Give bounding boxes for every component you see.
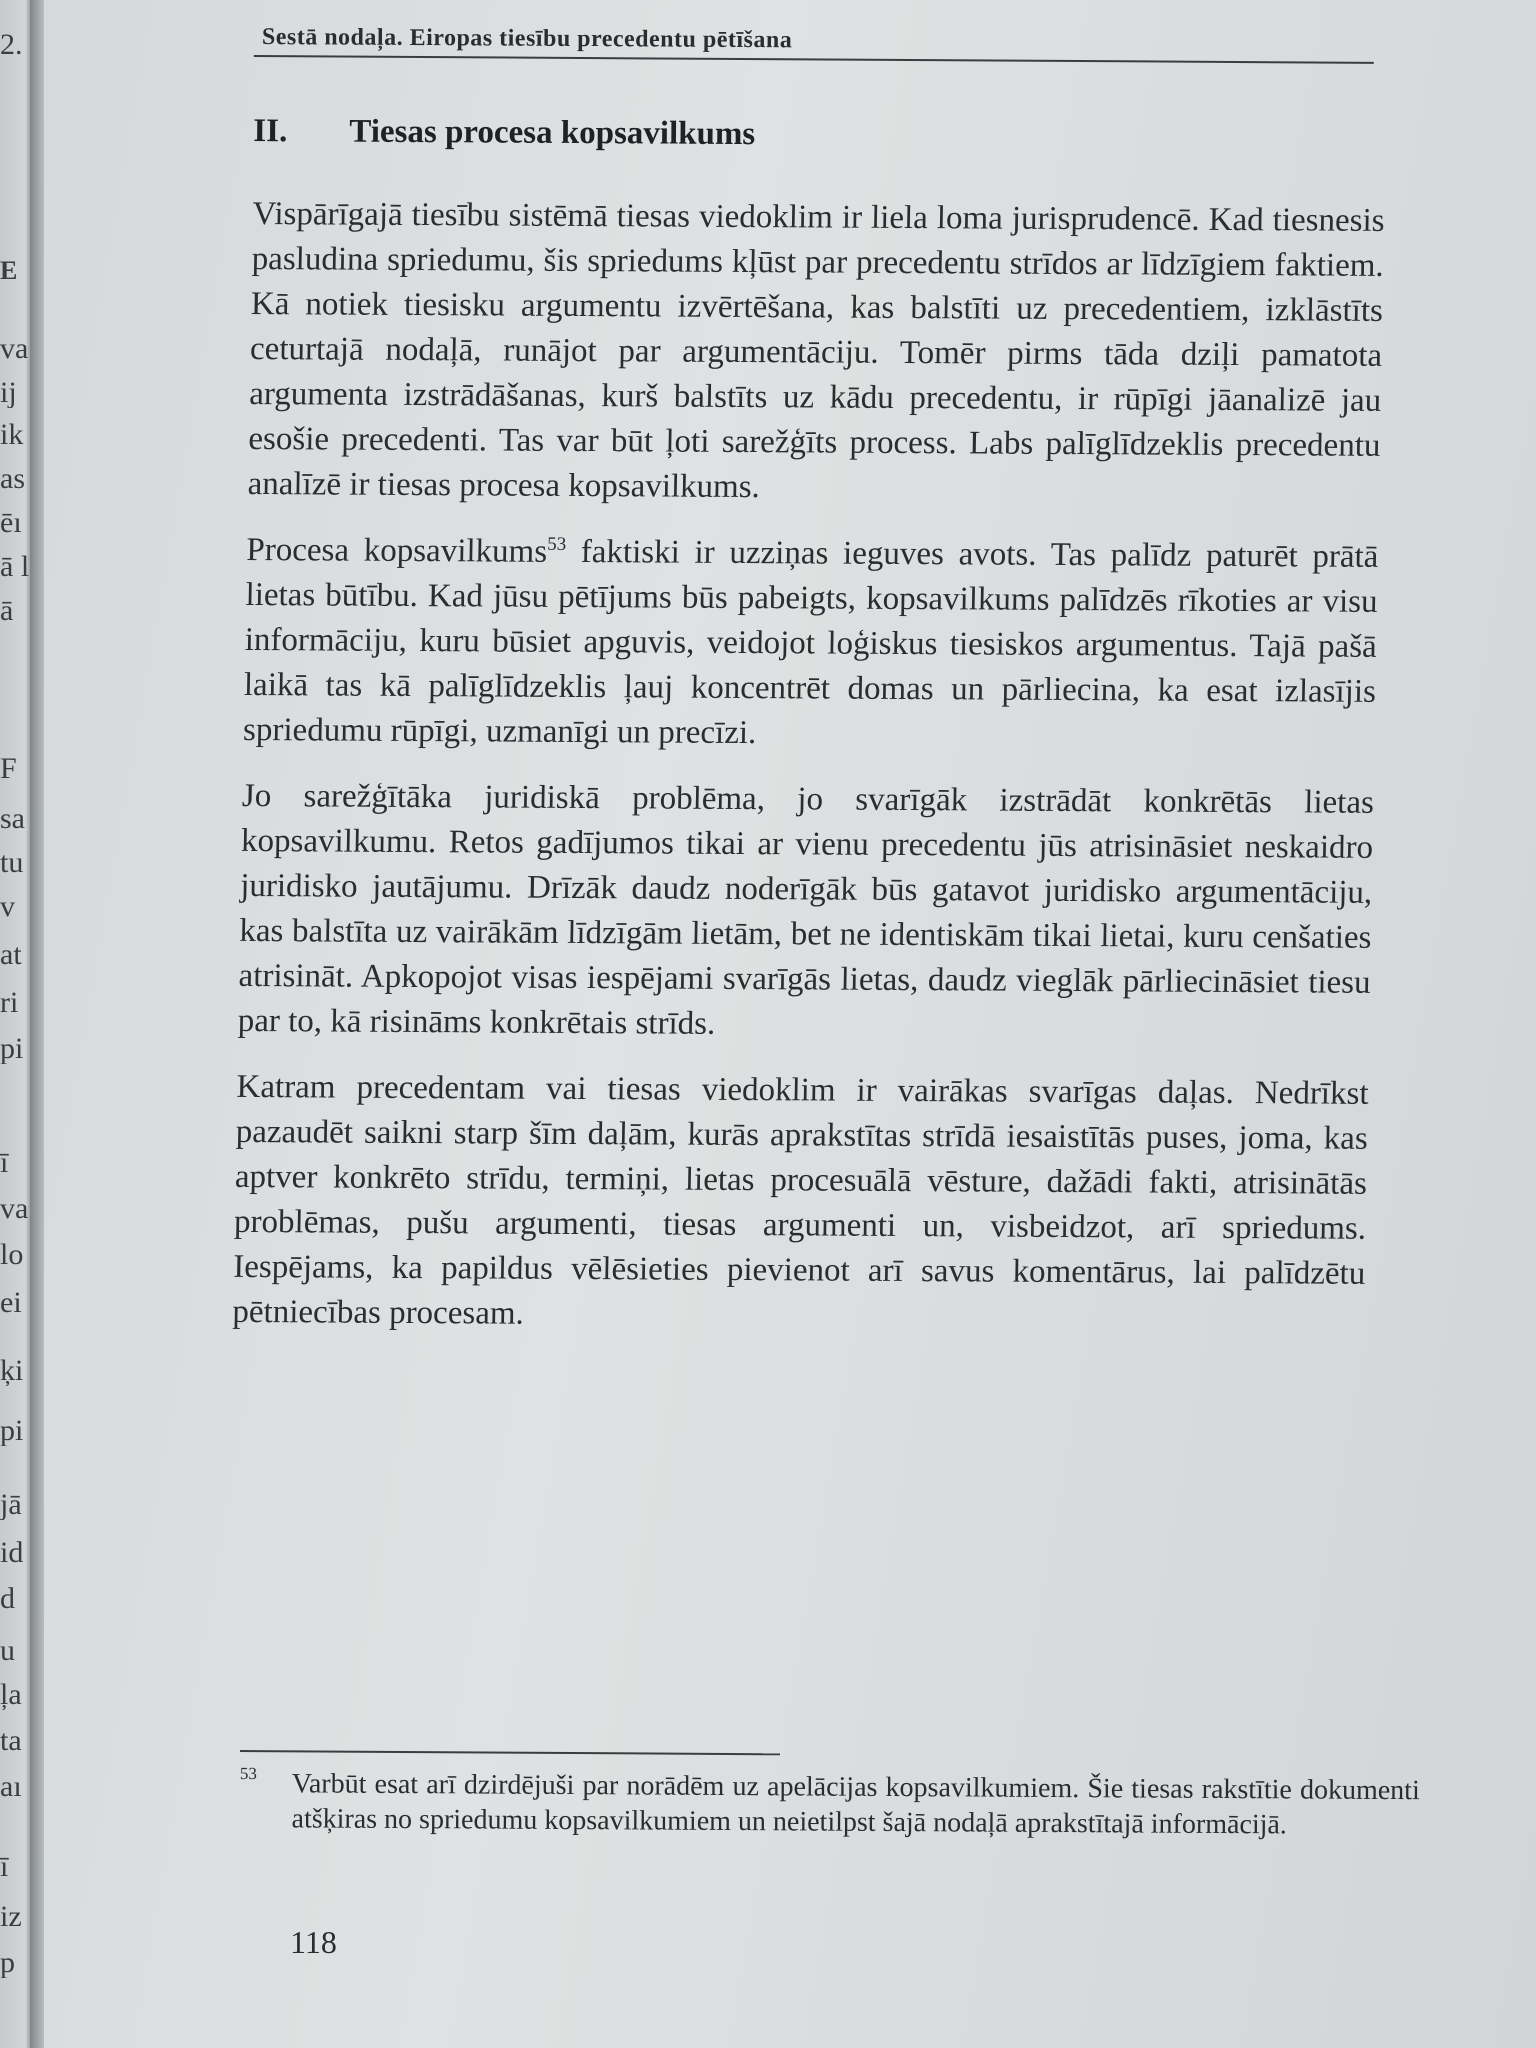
- book-page: [44, 0, 1536, 2048]
- prev-page-fragment: ī: [0, 1148, 9, 1178]
- paragraph: Jo sarežģītāka juridiskā problēma, jo svarīgāk izstrādāt konkrētās lietas kopsavilkumu. Retos gadījumos tikai ar vienu precedentu jūs atrisināsiet neskaidro juridisko jautājumu. Drīzāk daudz noderīgāk būs gatavot juridisko argumentāciju, kas balstīta uz vairākām līdzīgām lietām, bet ne identiskām tikai lietai, kuru cenšaties atrisināt. Apkopojot visas iespējami svarīgās lietas, daudz vieglāk pārliecināsiet tiesu par to, kā risināms konkrētais strīds.: [237, 777, 1375, 1042]
- prev-page-fragment: v: [0, 892, 15, 922]
- prev-page-fragment: ri: [0, 988, 19, 1018]
- prev-page-fragment: va: [0, 334, 29, 364]
- prev-page-fragment: id: [0, 1538, 24, 1568]
- prev-page-fragment: va: [0, 1194, 29, 1224]
- footnote: [239, 1763, 1420, 1843]
- paragraph: Katram precedentam vai tiesas viedoklim ir vairākas svarīgas daļas. Nedrīkst pazaudēt saikni starp šīm daļām, kurās aprakstītas strīdā iesaistītās puses, joma, kas aptver konkrēto strīdu, termiņi, lietas procesuālā vēsture, dažādi fakti, atrisinātās problēmas, pušu argumenti, tiesas argumenti un, visbeidzot, arī spriedums. Iespējams, ka papildus vēlēsieties pievienot arī savus komentārus, lai palīdzētu pētniecības procesam.: [232, 1068, 1369, 1332]
- prev-page-fragment: ā: [0, 596, 14, 626]
- page-number: 118: [290, 1924, 337, 1960]
- prev-page-fragment: d: [0, 1584, 15, 1614]
- paragraph: Vispārīgajā tiesību sistēmā tiesas viedoklim ir liela loma jurisprudencē. Kad tiesnesis pasludina spriedumu, šis spriedums kļūst par precedentu strīdos ar līdzīgiem faktiem. Kā notiek tiesisku argumentu izvērtēšana, kas balstīti uz precedentiem, izklāstīts ceturtajā nodaļā, runājot par argumentāciju. Tomēr pirms tāda dziļi pamatota argumenta izstrādāšanas, kurš balstīts uz kādu precedentu, ir rūpīgi jāanalizē jau esošie precedenti. Tas var būt ļoti sarežģīts process. Labs palīglīdzeklis precedentu analīzē ir tiesas procesa kopsavilkums.: [247, 195, 1385, 506]
- prev-page-fragment: at: [0, 940, 22, 970]
- prev-page-fragment: ij: [0, 378, 17, 408]
- section-heading: [253, 113, 1473, 157]
- prev-page-fragment: jā: [0, 1490, 22, 1520]
- footnote-mark: 53: [239, 1763, 257, 1784]
- prev-page-fragment: ik: [0, 420, 24, 450]
- prev-page-fragment: 2.: [0, 30, 23, 60]
- prev-page-fragment: p: [0, 1948, 15, 1978]
- paragraph-text: Procesa kopsavilkums: [246, 531, 548, 570]
- prev-page-fragment: as: [0, 464, 25, 494]
- prev-page-fragment: ēı: [0, 508, 22, 538]
- section-title: Tiesas procesa kopsavilkums: [349, 113, 756, 153]
- prev-page-fragment: sa: [0, 804, 25, 834]
- prev-page-fragment: ī: [0, 1852, 9, 1882]
- body-text: [232, 192, 1385, 1342]
- running-head: Sestā nodaļa. Eiropas tiesību precedentu pētīšana: [254, 24, 1374, 64]
- prev-page-fragment: ta: [0, 1726, 22, 1756]
- prev-page-fragment: pi: [0, 1034, 24, 1064]
- section-number: II.: [253, 112, 288, 150]
- prev-page-fragment: E: [0, 258, 18, 284]
- book-gutter: [30, 0, 44, 2048]
- prev-page-fragment: F: [0, 754, 17, 784]
- paragraph: [243, 528, 1379, 760]
- prev-page-fragment: pi: [0, 1416, 24, 1446]
- prev-page-fragment: aı: [0, 1772, 22, 1802]
- footnote-area: [239, 1750, 1420, 1843]
- prev-page-fragment: lo: [0, 1240, 24, 1270]
- prev-page-fragment: ļa: [0, 1680, 22, 1710]
- page-content: [232, 24, 1474, 1363]
- prev-page-fragment: u: [0, 1636, 15, 1666]
- prev-page-fragment: iz: [0, 1902, 22, 1932]
- prev-page-fragment: ā l: [0, 552, 30, 582]
- previous-page-edge: [0, 0, 30, 2048]
- footnote-reference: 53: [547, 533, 567, 555]
- footnote-text: Varbūt esat arī dzirdējuši par norādēm uz apelācijas kopsavilkumiem. Šie tiesas rakstītie dokumenti atšķiras no spriedumu kopsavilkumiem un neietilpst šajā nodaļā aprakstītajā informācijā.: [291, 1768, 1420, 1841]
- prev-page-fragment: ei: [0, 1288, 22, 1318]
- prev-page-fragment: ķi: [0, 1356, 24, 1386]
- footnote-rule: [240, 1750, 780, 1755]
- paragraph-text: faktiski ir uzziņas ieguves avots. Tas palīdz paturēt prātā lietas būtību. Kad jūsu pētījums būs pabeigts, kopsavilkums palīdzēs rīkoties ar visu informāciju, kuru būsiet apguvis, veidojot loģiskus tiesiskos argumentus. Tajā pašā laikā tas kā palīglīdzeklis ļauj koncentrēt domas un pārliecina, ka esat izlasījis spriedumu rūpīgi, uzmanīgi un precīzi.: [242, 533, 1379, 752]
- prev-page-fragment: tu: [0, 848, 24, 878]
